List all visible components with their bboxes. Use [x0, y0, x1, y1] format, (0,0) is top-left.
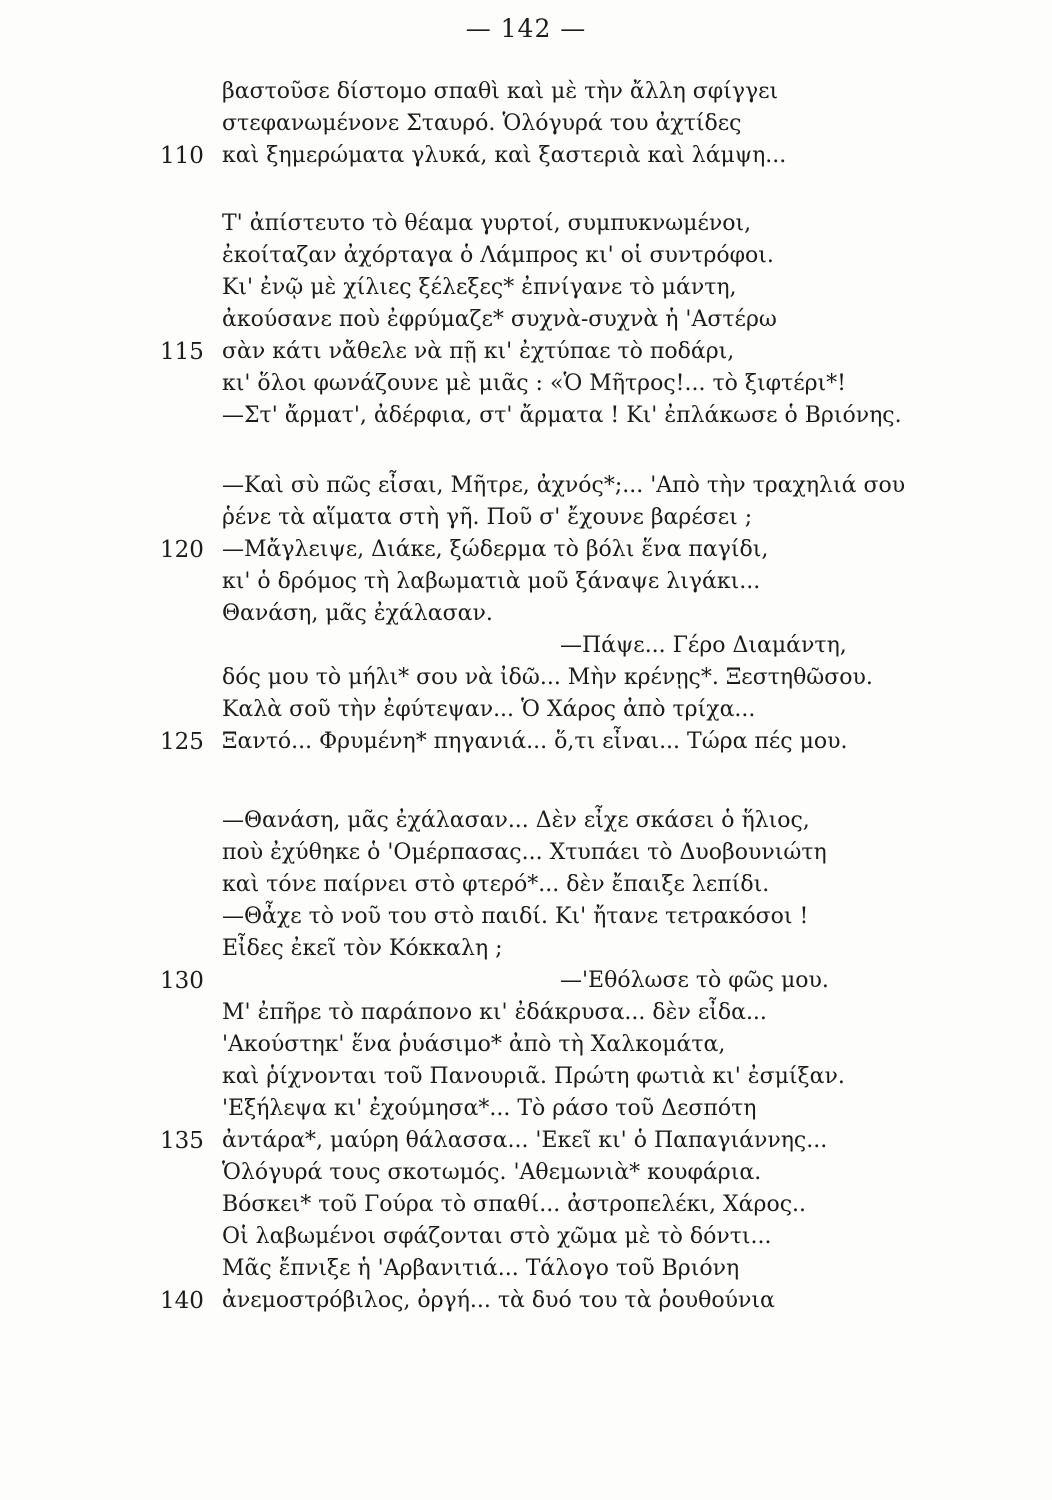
verse-text: Ξαντό... Φρυμένη* πηγανιά... ὅ,τι εἶναι... Τώρα πές μου. — [222, 729, 848, 754]
verse-text: Μ' ἐπῆρε τὸ παράπονο κι' ἐδάκρυσα... δὲν εἶδα... — [222, 1000, 767, 1025]
line-number: 140 — [160, 1288, 204, 1314]
verse-text: Τ' ἀπίστευτο τὸ θέαμα γυρτοί, συμπυκνωμένοι, — [222, 211, 752, 236]
verse-line — [0, 598, 1052, 630]
verse-text: ἀκούσανε ποὺ ἐφρύμαζε* συχνὰ-συχνὰ ἡ 'Αστέρω — [222, 307, 777, 332]
verse-line — [0, 140, 1052, 172]
line-number: 115 — [160, 339, 204, 365]
verse-line — [0, 336, 1052, 368]
verse-text: —Πάψε... Γέρο Διαμάντη, — [560, 633, 847, 658]
verse-line — [0, 837, 1052, 869]
verse-line — [0, 1189, 1052, 1221]
verse-line — [0, 1125, 1052, 1157]
verse-line — [0, 470, 1052, 502]
line-number: 135 — [160, 1128, 204, 1154]
verse-text: Μᾶς ἔπνιξε ἡ 'Αρβανιτιά... Τάλογο τοῦ Βριόνη — [222, 1256, 740, 1281]
verse-line — [0, 108, 1052, 140]
verse-text: καὶ ξημερώματα γλυκά, καὶ ξαστεριὰ καὶ λάμψη... — [222, 143, 787, 168]
verse-line — [0, 726, 1052, 758]
verse-line — [0, 901, 1052, 933]
verse-text: κι' ὅλοι φωνάζουνε μὲ μιᾶς : «Ὁ Μῆτρος!... τὸ ξιφτέρι*! — [222, 371, 847, 396]
verse-line — [0, 272, 1052, 304]
verse-text: —Θανάση, μᾶς ἐχάλασαν... Δὲν εἶχε σκάσει ὁ ἥλιος, — [222, 808, 810, 833]
verse-line — [0, 1093, 1052, 1125]
verse-line — [0, 368, 1052, 400]
verse-text: Θανάση, μᾶς ἐχάλασαν. — [222, 601, 493, 626]
verse-line — [0, 502, 1052, 534]
verse-text: ῥένε τὰ αἵματα στὴ γῆ. Ποῦ σ' ἔχουνε βαρέσει ; — [222, 505, 753, 530]
line-number: 125 — [160, 729, 204, 755]
verse-text: σὰν κάτι νἄθελε νὰ πῇ κι' ἐχτύπαε τὸ ποδάρι, — [222, 339, 735, 364]
verse-line — [0, 1061, 1052, 1093]
verse-text: Κι' ἐνῷ μὲ χίλιες ξέλεξες* ἐπνίγανε τὸ μάντη, — [222, 275, 737, 300]
verse-line — [0, 208, 1052, 240]
verse-line — [0, 1029, 1052, 1061]
verse-line — [0, 534, 1052, 566]
verse-text: —Μἄγλειψε, Διάκε, ξώδερμα τὸ βόλι ἕνα παγίδι, — [222, 537, 769, 562]
verse-line — [0, 240, 1052, 272]
verse-text: βαστοῦσε δίστομο σπαθὶ καὶ μὲ τὴν ἄλλη σφίγγει — [222, 79, 779, 104]
verse-line — [0, 997, 1052, 1029]
line-number: 110 — [160, 143, 204, 169]
verse-text: 'Εξήλεψα κι' ἐχούμησα*... Τὸ ράσο τοῦ Δεσπότη — [222, 1096, 757, 1121]
verse-text: Ὁλόγυρά τους σκοτωμός. 'Αθεμωνιὰ* κουφάρια. — [222, 1160, 762, 1185]
verse-line — [0, 869, 1052, 901]
verse-line — [0, 933, 1052, 965]
stanza-4 — [0, 805, 1052, 1317]
verse-text: ποὺ ἐχύθηκε ὁ 'Ομέρπασας... Χτυπάει τὸ Δυοβουνιώτη — [222, 840, 827, 865]
verse-line — [0, 76, 1052, 108]
verse-line — [0, 630, 1052, 662]
verse-text: Βόσκει* τοῦ Γούρα τὸ σπαθί... ἀστροπελέκι, Χάρος.. — [222, 1192, 807, 1217]
line-number: 120 — [160, 537, 204, 563]
verse-text: —'Εθόλωσε τὸ φῶς μου. — [560, 968, 829, 993]
verse-text: 'Ακούστηκ' ἕνα ῥυάσιμο* ἀπὸ τὴ Χαλκομάτα, — [222, 1032, 726, 1057]
stanza-3 — [0, 470, 1052, 758]
verse-line — [0, 304, 1052, 336]
verse-line — [0, 805, 1052, 837]
verse-text: —Στ' ἄρματ', ἀδέρφια, στ' ἄρματα ! Κι' ἐπλάκωσε ὁ Βριόνης. — [222, 403, 902, 428]
page-number-header: — 142 — — [465, 14, 587, 43]
verse-text: στεφανωμένονε Σταυρό. Ὁλόγυρά του ἀχτίδες — [222, 111, 742, 136]
line-number: 130 — [160, 968, 204, 994]
verse-text: —Θἆχε τὸ νοῦ του στὸ παιδί. Κι' ἤτανε τετρακόσοι ! — [222, 904, 809, 929]
verse-text: ἀντάρα*, μαύρη θάλασσα... 'Εκεῖ κι' ὁ Παπαγιάννης... — [222, 1128, 828, 1153]
verse-text: Εἶδες ἐκεῖ τὸν Κόκκαλη ; — [222, 936, 503, 961]
verse-text: Καλὰ σοῦ τὴν ἐφύτεψαν... Ὁ Χάρος ἀπὸ τρίχα... — [222, 697, 756, 722]
verse-line — [0, 400, 1052, 432]
verse-text: καὶ ῥίχνονται τοῦ Πανουριᾶ. Πρώτη φωτιὰ κι' ἐσμίξαν. — [222, 1064, 845, 1089]
verse-line — [0, 1285, 1052, 1317]
verse-line — [0, 1221, 1052, 1253]
verse-text: Οἱ λαβωμένοι σφάζονται στὸ χῶμα μὲ τὸ δόντι... — [222, 1224, 772, 1249]
verse-line — [0, 566, 1052, 598]
stanza-2 — [0, 208, 1052, 432]
verse-line — [0, 662, 1052, 694]
verse-line — [0, 965, 1052, 997]
stanza-1 — [0, 76, 1052, 172]
verse-line — [0, 1253, 1052, 1285]
verse-text: —Καὶ σὺ πῶς εἶσαι, Μῆτρε, ἀχνός*;... 'Απὸ τὴν τραχηλιά σου — [222, 473, 906, 498]
verse-line — [0, 694, 1052, 726]
verse-text: καὶ τόνε παίρνει στὸ φτερό*... δὲν ἔπαιξε λεπίδι. — [222, 872, 770, 897]
verse-text: ἀνεμοστρόβιλος, ὀργή... τὰ δυό του τὰ ῥουθούνια — [222, 1288, 775, 1313]
verse-text: κι' ὁ δρόμος τὴ λαβωματιὰ μοῦ ξάναψε λιγάκι... — [222, 569, 761, 594]
verse-text: δός μου τὸ μήλι* σου νὰ ἰδῶ... Μὴν κρένῃς*. Ξεστηθῶσου. — [222, 665, 873, 690]
verse-text: ἐκοίταζαν ἀχόρταγα ὁ Λάμπρος κι' οἱ συντρόφοι. — [222, 243, 774, 268]
verse-line — [0, 1157, 1052, 1189]
